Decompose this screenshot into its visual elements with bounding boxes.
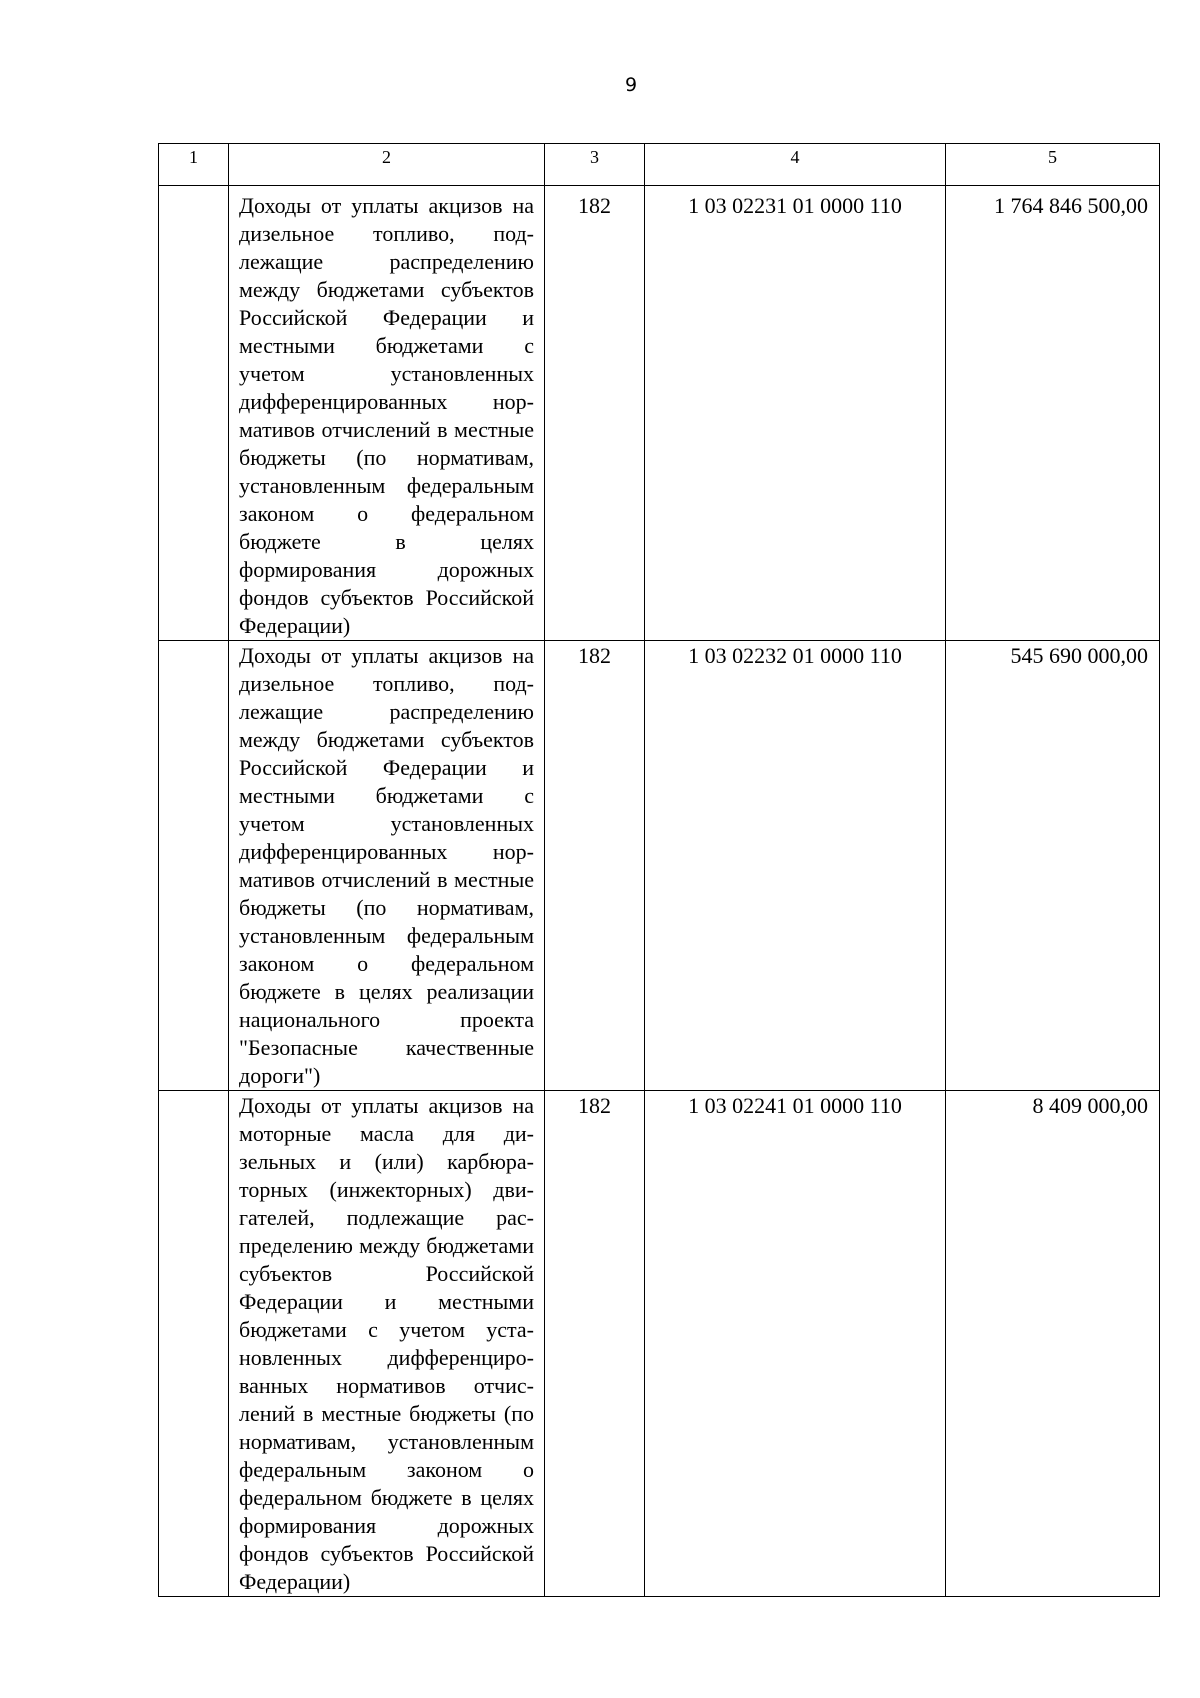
row-number-cell xyxy=(159,641,229,1091)
revenue-name-cell: Доходы от уплаты акцизов на дизельное топливо, подлежащие распределению между бюджетами субъектов Российской Федерации и местными бюджетами с учетом установленных дифференцированных нормативов отчислений в местные бюджеты (по нормативам, установленным федеральным законом о федеральном бюджете в целях реализации национального проекта "Безопасные качественные дороги") xyxy=(229,641,545,1091)
row-number-cell xyxy=(159,186,229,641)
revenue-name-cell: Доходы от уплаты акцизов на дизельное топливо, подлежащие распределению между бюджетами субъектов Российской Федерации и местными бюджетами с учетом установленных дифференцированных нормативов отчислений в местные бюджеты (по нормативам, установленным федеральным законом о федеральном бюджете в целях формирования дорожных фондов субъектов Российской Федерации) xyxy=(229,186,545,641)
revenue-name-cell: Доходы от уплаты акцизов на моторные масла для дизельных и (или) карбюраторных (инжекторных) двигателей, подлежащие распределению между бюджетами субъектов Российской Федерации и местными бюджетами с учетом установленных дифференцированных нормативов отчислений в местные бюджеты (по нормативам, установленным федеральным законом о федеральном бюджете в целях формирования дорожных фондов субъектов Российской Федерации) xyxy=(229,1091,545,1597)
kbk-code-cell: 1 03 02241 01 0000 110 xyxy=(645,1091,946,1597)
table-header-row xyxy=(159,144,1160,186)
kbk-code-cell: 1 03 02232 01 0000 110 xyxy=(645,641,946,1091)
column-header-1: 1 xyxy=(159,144,229,186)
admin-code-cell: 182 xyxy=(545,186,645,641)
page-number: 9 xyxy=(624,74,638,96)
column-header-5: 5 xyxy=(946,144,1160,186)
column-header-4: 4 xyxy=(645,144,946,186)
column-header-2: 2 xyxy=(229,144,545,186)
kbk-code-cell: 1 03 02231 01 0000 110 xyxy=(645,186,946,641)
amount-cell: 8 409 000,00 xyxy=(946,1091,1160,1597)
amount-cell: 545 690 000,00 xyxy=(946,641,1160,1091)
column-header-3: 3 xyxy=(545,144,645,186)
table-row xyxy=(159,186,1160,641)
row-number-cell xyxy=(159,1091,229,1597)
table-row xyxy=(159,1091,1160,1597)
admin-code-cell: 182 xyxy=(545,1091,645,1597)
amount-cell: 1 764 846 500,00 xyxy=(946,186,1160,641)
revenue-table xyxy=(158,143,1160,1597)
admin-code-cell: 182 xyxy=(545,641,645,1091)
table-row xyxy=(159,641,1160,1091)
